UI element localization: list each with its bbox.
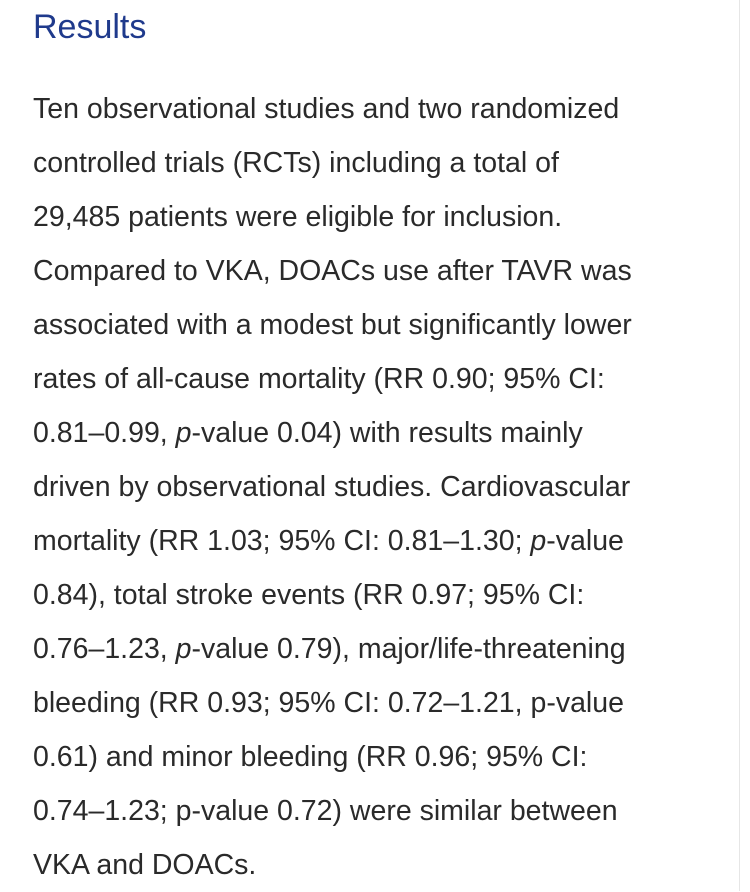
paragraph-line-7: 0.81–0.99, p-value 0.04) with results mainly: [33, 417, 583, 449]
section-title: Results: [33, 8, 147, 46]
paragraph-line-1: Ten observational studies and two randomized: [33, 93, 620, 125]
paragraph-line-13: 0.61) and minor bleeding (RR 0.96; 95% CI:: [33, 741, 588, 773]
paragraph-line-9: mortality (RR 1.03; 95% CI: 0.81–1.30; p-value: [33, 525, 624, 557]
paragraph-line-6: rates of all-cause mortality (RR 0.90; 95% CI:: [33, 363, 605, 395]
paragraph-line-8: driven by observational studies. Cardiovascular: [33, 471, 631, 503]
paragraph-line-2: controlled trials (RCTs) including a total of: [33, 147, 559, 179]
paragraph-line-4: Compared to VKA, DOACs use after TAVR was: [33, 255, 632, 287]
italic-p: p: [530, 525, 547, 557]
paragraph-line-11: 0.76–1.23, p-value 0.79), major/life-threatening: [33, 633, 626, 665]
right-border-line: [739, 0, 740, 891]
paragraph-line-15: VKA and DOACs.: [33, 849, 257, 881]
results-paragraph: [33, 82, 723, 892]
paragraph-line-10: 0.84), total stroke events (RR 0.97; 95% CI:: [33, 579, 585, 611]
paragraph-line-5: associated with a modest but significantly lower: [33, 309, 632, 341]
paragraph-line-3: 29,485 patients were eligible for inclusion.: [33, 201, 563, 233]
italic-p: p: [175, 417, 192, 449]
paragraph-line-12: bleeding (RR 0.93; 95% CI: 0.72–1.21, p-value: [33, 687, 624, 719]
italic-p: p: [175, 633, 192, 665]
paragraph-line-14: 0.74–1.23; p-value 0.72) were similar between: [33, 795, 618, 827]
